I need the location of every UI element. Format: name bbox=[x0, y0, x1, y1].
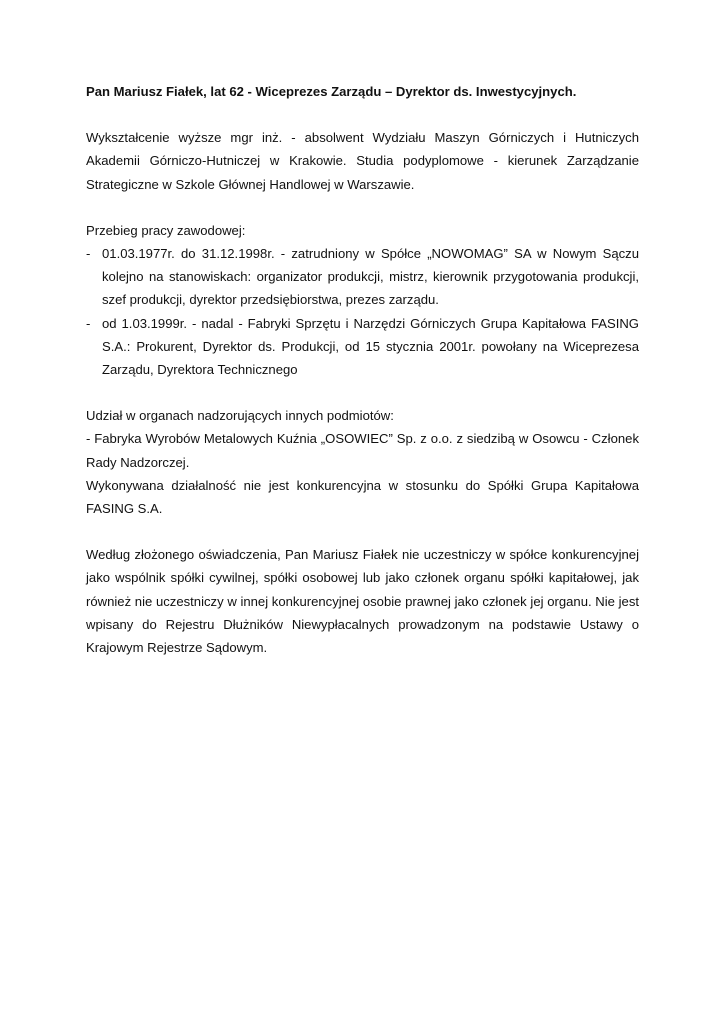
supervisory-section bbox=[86, 404, 639, 520]
career-item bbox=[86, 242, 639, 312]
education-paragraph: Wykształcenie wyższe mgr inż. - absolwent Wydziału Maszyn Górniczych i Hutniczych Akademii Górniczo-Hutniczej w Krakowie. Studia podyplomowe - kierunek Zarządzanie Strategiczne w Szkole Głównej Handlowej w Warszawie. bbox=[86, 130, 639, 192]
list-dash: - bbox=[86, 315, 91, 331]
supervisory-item: - Fabryka Wyrobów Metalowych Kuźnia „OSOWIEC” Sp. z o.o. z siedzibą w Osowcu - Członek Rady Nadzorczej. bbox=[86, 431, 639, 470]
career-item-text: 01.03.1977r. do 31.12.1998r. - zatrudniony w Spółce „NOWOMAG” SA w Nowym Sączu kolejno na stanowiskach: organizator produkcji, mistrz, kierownik przygotowania produkcji, szef produkcji, dyrektor przedsiębiorstwa, prezes zarządu. bbox=[102, 246, 639, 308]
declaration-paragraph: Według złożonego oświadczenia, Pan Mariusz Fiałek nie uczestniczy w spółce konkurencyjnej jako wspólnik spółki cywilnej, spółki osobowej lub jako członek organu spółki kapitałowej, jak również nie uczestniczy w innej konkurencyjnej osobie prawnej jako członek jej organu. Nie jest wpisany do Rejestru Dłużników Niewypłacalnych prowadzonym na podstawie Ustawy o Krajowym Rejestrze Sądowym. bbox=[86, 547, 639, 656]
non-compete-statement: Wykonywana działalność nie jest konkurencyjna w stosunku do Spółki Grupa Kapitałowa FASING S.A. bbox=[86, 477, 639, 517]
document-page bbox=[86, 80, 639, 682]
list-dash: - bbox=[86, 246, 91, 262]
career-section bbox=[86, 219, 639, 381]
career-label: Przebieg pracy zawodowej: bbox=[86, 222, 246, 238]
career-list bbox=[86, 242, 639, 381]
person-heading: Pan Mariusz Fiałek, lat 62 - Wiceprezes Zarządu – Dyrektor ds. Inwestycyjnych. bbox=[86, 84, 577, 99]
career-item-text: od 1.03.1999r. - nadal - Fabryki Sprzętu i Narzędzi Górniczych Grupa Kapitałowa FASING S.A.: Prokurent, Dyrektor ds. Produkcji, od 15 stycznia 2001r. powołany na Wiceprezesa Zarządu, Dyrektora Technicznego bbox=[102, 315, 639, 378]
supervisory-label: Udział w organach nadzorujących innych podmiotów: bbox=[86, 408, 394, 424]
career-item bbox=[86, 312, 639, 382]
